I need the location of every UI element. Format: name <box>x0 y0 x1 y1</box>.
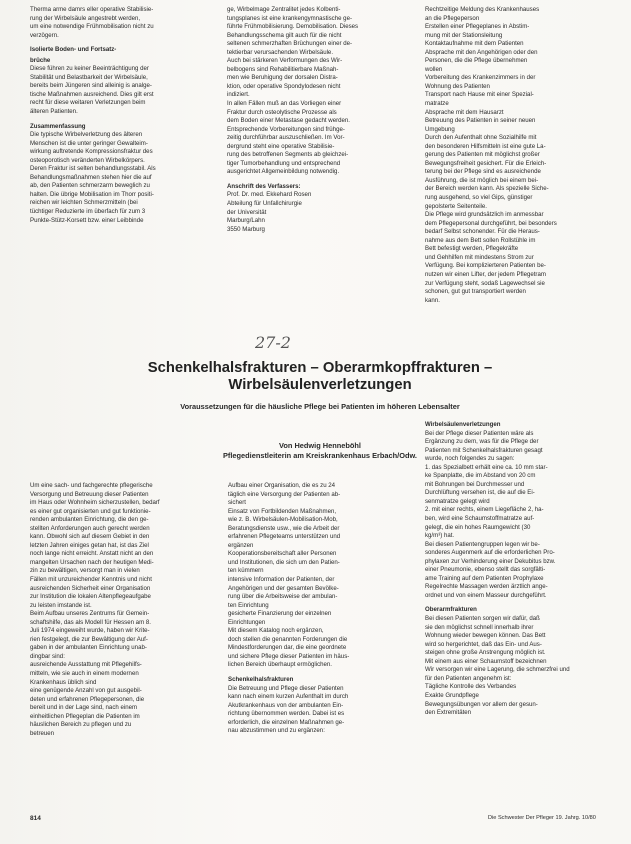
text-line: betreuen <box>30 729 55 737</box>
text-line: ausgerichtet Allgemeinbildung notwendig. <box>227 168 340 176</box>
text-line: gelegt, die ein hohes Raumgewicht (30 <box>425 523 531 531</box>
column-bottom-middle <box>228 482 412 808</box>
text-line: nau abzustimmen und zu ergänzen: <box>228 727 325 735</box>
text-line: dingbar sind: <box>30 652 65 660</box>
text-line: ausreichende Ausstattung mit Pflegehilfs- <box>30 661 142 669</box>
text-line: nutzen wir einen Lifter, der jedem Pflegetram <box>425 270 546 278</box>
text-line: Punkte-Stütz-Korsett bzw. einer Leibbinde <box>30 216 144 224</box>
text-line: letzten Jahren einiges getan hat, ist das Ziel <box>30 541 149 549</box>
text-line: rung ausgehend, so viel Gips, günstiger <box>425 194 533 202</box>
text-line: Wirbelsäulenverletzungen <box>425 421 501 428</box>
text-line: Durchlüftung versehen ist, die auf die Ei- <box>425 489 535 497</box>
text-line: Prof. Dr. med. Ekkehard Rosen <box>227 191 312 199</box>
page-number: 814 <box>30 815 41 822</box>
column-top-middle <box>227 6 410 322</box>
text-line: und sichere Pflege dieser Patienten im häus- <box>228 652 350 660</box>
text-line: noch lange nicht erreicht. Anstatt nicht an den <box>30 550 154 558</box>
text-line: verzögern. <box>30 31 59 39</box>
text-line: Juli 1974 eingeweiht wurde, haben wir Krite- <box>30 627 150 635</box>
text-line: gerung des Patienten mit möglichst großer <box>425 151 540 159</box>
text-line: wie z. B. Wirbelsäulen-Mobilisation-Mob, <box>228 516 338 524</box>
text-line: belbogens sind Rehabilitierbare Maßnah- <box>227 65 339 73</box>
text-line: erforderlich, die einzelnen Maßnahmen ge- <box>228 718 345 726</box>
text-line: Behandlungsmaßnahmen stehen hier die auf <box>30 173 152 181</box>
column-bottom-left <box>30 482 220 808</box>
text-line: 2. mit einer rechts, einem Liegefläche 2, ha- <box>425 506 544 514</box>
text-line: zeitig durchführbar auszuschließen. Im Vor- <box>227 134 345 142</box>
text-line: Entsprechende Vorbereitungen sind frühge- <box>227 125 345 133</box>
text-line: senmatratze gelegt wird <box>425 497 490 505</box>
text-line: gaben in der ambulanten Einrichtung unab- <box>30 644 147 652</box>
text-line <box>228 670 412 673</box>
text-line: ausreichenden Sicherheit einer Organisation <box>30 584 151 592</box>
text-line: zu leisten imstande ist. <box>30 601 92 609</box>
text-line: bereits beim Jüngeren sind alleinig is analge- <box>30 82 152 90</box>
text-line: ge, Wirbelmage Zentralitet jedes Kolbenti- <box>227 6 341 13</box>
text-line: Einrichtungen <box>228 618 266 626</box>
text-line: men wie Beruhigung der dorsalen Distra- <box>227 74 338 82</box>
column-bottom-right <box>425 418 610 810</box>
text-line: ab, den Patienten schmerzarm beweglich zu <box>30 182 150 190</box>
text-line: dem Boden einer Metastase gedacht werden. <box>227 117 350 125</box>
text-line: Marburg/Lahn <box>227 217 265 225</box>
text-line: zur Institution die lokalen Altenpflegeaufgabe <box>30 593 151 601</box>
text-line: Deren Fraktur ist selten behandlungsstabil. Als <box>30 165 156 173</box>
author-name: Von Hedwig Henneböhl <box>279 441 361 450</box>
text-line: Regelrechte Massagen werden ärztlich ange- <box>425 583 548 591</box>
text-line: mit Bohrungen bei Durchmesser und <box>425 480 525 488</box>
text-line: Auch bei stärkeren Verformungen des Wir- <box>227 57 343 65</box>
text-line: Ergänzung zu dem, was für die Pflege der <box>425 438 539 446</box>
text-line: Bewegungsfreiheit gesichert. Für die Erleich- <box>425 159 547 167</box>
text-line: Aufbau einer Organisation, die es zu 24 <box>228 482 336 489</box>
text-line: tüchtiger Reduzierte im überfach für zum 3 <box>30 208 146 216</box>
text-line: Fällen mit unzureichender Kenntnis und nicht <box>30 576 152 584</box>
text-line: tiger Tumorbehandlung und entsprechend <box>227 159 341 167</box>
text-line: Abteilung für Unfallchirurgie <box>227 200 302 208</box>
text-line: Transport nach Hause mit einer Spezial- <box>425 91 534 99</box>
text-line <box>425 600 610 603</box>
text-line: es einer gut organisierten und gut funktionie- <box>30 507 151 515</box>
text-line: und Gehhilfen mit mindestens Strom zur <box>425 253 534 261</box>
text-line: Versorgung und Betreuung dieser Patienten <box>30 490 149 498</box>
text-line: kg/m³) hat. <box>425 532 455 540</box>
text-line: Zusammenfassung <box>30 122 86 130</box>
text-line: eine genügende Anzahl von gut ausgebil- <box>30 687 142 695</box>
text-line: indiziert. <box>227 91 250 99</box>
text-line: reichen wir leichten Schmerzmitteln (bei <box>30 199 138 207</box>
text-line: Akutkrankenhaus von der ambulanten Ein- <box>228 701 344 709</box>
text-line: sonderes Augenmerk auf die erforderlichen Pro- <box>425 549 555 557</box>
text-line: häuslichen Bereich zu pflegen und zu <box>30 721 132 729</box>
text-line: dergrund steht eine operative Stabilisie- <box>227 142 335 150</box>
handwritten-mark: 27-2 <box>255 333 291 352</box>
text-line: Angehörigen und der gesamten Bevölke- <box>228 584 339 592</box>
text-line: rien festgelegt, die zur Bewältigung der Auf- <box>30 635 148 643</box>
text-line: Kooperationsbereitschaft aller Personen <box>228 550 337 558</box>
text-line: der Universität <box>227 208 267 216</box>
article-subtitle: Voraussetzungen für die häusliche Pflege bei Patienten im höheren Lebensalter <box>180 402 460 411</box>
text-line: Rechtzeitige Meldung des Krankenhauses <box>425 6 540 13</box>
text-line: Die Pflege wird grundsätzlich im anmessbar <box>425 211 544 219</box>
text-line: sichert <box>228 499 246 507</box>
text-line: Um eine sach- und fachgerechte pflegerische <box>30 482 153 489</box>
text-line: kann. <box>425 296 440 304</box>
text-line: tungsplanes ist eine krankengymnastische ge- <box>227 14 352 22</box>
text-line: deten und erfahrenen Pflegepersonen, die <box>30 695 145 703</box>
text-line: osteoporotisch veränderten Wirbelkörpers. <box>30 156 145 164</box>
text-line: Einsatz von Fortbildenden Maßnahmen, <box>228 507 337 515</box>
text-line: um eine notwendige Frühmobilisation nicht zu <box>30 23 154 31</box>
text-line: Wohnung des Patienten <box>425 82 490 90</box>
text-line: und Institutionen, die sich um den Patien- <box>228 558 340 566</box>
text-line: Diese führen zu keiner Beeinträchtigung der <box>30 65 149 73</box>
text-line: Bewegungsübungen vor allem der gesun- <box>425 700 538 708</box>
text-line: rung der Wirbelsäule angestrebt werden, <box>30 14 141 22</box>
text-line: Personen, die die Pflege übernehmen <box>425 57 528 65</box>
text-line: Die typische Wirbelverletzung des älteren <box>30 131 143 139</box>
text-line: stellten Anforderungen auch gerecht werden <box>30 524 150 532</box>
text-line: wirkung auftretende Kompressionsfraktur des <box>30 148 153 156</box>
text-line: Exakte Grundpflege <box>425 691 479 699</box>
text-line: Wir versorgen wir eine Lagerung, die schmerzfrei und <box>425 666 570 674</box>
text-line: zin zu bewältigen, versorgt man in vielen <box>30 567 140 575</box>
text-line: halten. Die übrige Mobilisation im Thorr positi- <box>30 190 154 198</box>
text-line: Krankenhaus üblich sind <box>30 678 97 686</box>
text-line: führte Frühmobilisierung. Demobilisation. Dieses <box>227 23 359 31</box>
text-line: mangelten Ursachen nach der heutigen Medi- <box>30 558 154 566</box>
text-line: Mit diesem Katalog noch ergänzen, <box>228 627 324 635</box>
text-line: sie den möglichst schnell innerhalb ihrer <box>425 623 534 631</box>
text-line: der Bereich werden kann. Als spezielle Siche- <box>425 185 549 193</box>
text-line: Mindestforderungen dar, die eine geordnete <box>228 644 347 652</box>
text-line: ben, wird eine Schaumstoffmatratze auf- <box>425 515 535 523</box>
text-line: wollen <box>425 65 443 73</box>
text-line: an die Pflegeperson <box>425 14 480 22</box>
text-line: Betreuung des Patienten in seiner neuen <box>425 117 536 125</box>
text-line: doch stellen die genannten Forderungen die <box>228 635 348 643</box>
text-line: Fraktur durch osteolytische Prozesse als <box>227 108 337 116</box>
text-line: dem Pflegepersonal durchgeführt, bei besonders <box>425 219 557 227</box>
text-line: schaftshilfe, das als Modell für Hessen am 8. <box>30 618 151 626</box>
text-line: Schenkelhalsfrakturen <box>228 676 294 684</box>
text-line: renden ambulanten Einrichtung, die den ge- <box>30 516 149 524</box>
text-line: phylaxen zur Verhinderung einer Dekubitus bzw. <box>425 557 556 565</box>
text-line: tektierbar verursachenden Wirbelsäule. <box>227 48 334 56</box>
text-line: bedarf Selbst schonender. Für die Heraus- <box>425 228 540 236</box>
text-line: tische Maßnahmen ausreichend. Dies gilt erst <box>30 90 154 98</box>
text-line: ten Einrichtung <box>228 601 269 609</box>
text-line: recht für diese weitaren Verletzungen beim <box>30 99 146 107</box>
text-line: rung des betroffenen Segments ab gleichzei- <box>227 151 349 159</box>
text-line: Bett befestigt werden, Pflegekräfte <box>425 245 519 253</box>
article-title: Schenkelhalsfrakturen – Oberarmkopffrakturen – Wirbelsäulenverletzungen <box>147 360 493 393</box>
text-line: Isolierte Boden- und Fortsatz- <box>30 46 117 54</box>
text-line: wird so hergerichtet, daß das Ein- und Aus- <box>425 640 542 648</box>
author-role: Pflegedienstleiterin am Kreiskrankenhaus Erbach/Odw. <box>222 450 417 460</box>
text-line: In allen Fällen muß an das Vorliegen einer <box>227 100 342 108</box>
text-line: gepolsterte Seitenteile. <box>425 202 487 210</box>
text-line: Bei diesen Patienten sorgen wir dafür, daß <box>425 615 540 623</box>
text-line: intensive Information der Patienten, der <box>228 576 335 584</box>
text-line: Stabilität und Belastbarkeit der Wirbelsäule, <box>30 73 148 81</box>
text-line: kann nach einem kurzen Aufenthalt im durch <box>228 693 349 701</box>
text-line: Beratungsdienste usw., wie die Arbeit der <box>228 524 340 532</box>
text-line: zur Verfügung steht, sodaß Lagewechsel sie <box>425 279 545 287</box>
text-line: brüche <box>30 56 51 64</box>
text-line: wurde, noch folgendes zu sagen: <box>425 455 515 463</box>
text-line: Absprache mit dem Hausarzt <box>425 108 504 116</box>
text-line: den Extremitäten <box>425 709 472 717</box>
text-line: lichen Bereich überhaupt ermöglichen. <box>228 661 332 669</box>
text-line: mung mit der Stationsleitung <box>425 31 503 39</box>
text-line: terung bei der Pflege sind es ausreichende <box>425 168 541 176</box>
text-line: Menschen ist die unter geringer Gewalteim- <box>30 139 148 147</box>
text-line: matratze <box>425 100 449 108</box>
text-line <box>30 40 198 43</box>
text-line: Anschrift des Verfassers: <box>227 182 301 190</box>
text-line: Bei der Pflege dieser Patienten wäre als <box>425 429 534 437</box>
text-line: Therma arme damrs eller operative Stabilisie- <box>30 6 154 13</box>
text-line: Absprache mit den Angehörigen oder den <box>425 48 538 56</box>
text-line: den besonderen Hilfsmitteln ist eine gute La- <box>425 142 546 150</box>
text-line: Ausführung, die ist möglich bei einem bei- <box>425 176 539 184</box>
text-line: 3550 Marburg <box>227 225 265 233</box>
text-line: Mit einem aus einer Schaumstoff bezeichnen <box>425 657 547 665</box>
text-line: Die Betreuung und Pflege dieser Patienten <box>228 684 344 692</box>
text-line: ke Spanplatte, die im Abstand von 20 cm <box>425 472 536 480</box>
text-line: für den Patienten angenehm ist: <box>425 674 512 682</box>
text-line <box>227 177 410 180</box>
text-line: Verfügung. Bei komplizierteren Patienten be- <box>425 262 546 270</box>
text-line: Patienten mit Schenkelhalsfrakturen gesagt <box>425 446 543 454</box>
text-line: Vorbereitung des Krankenzimmers in der <box>425 74 536 82</box>
text-line: ktion, oder operative Spondylodesen nicht <box>227 82 341 90</box>
footer-journal: Die Schwester Der Pfleger 19. Jahrg. 10/80 <box>488 815 596 821</box>
text-line: richtung übernommen werden. Dabei ist es <box>228 710 345 718</box>
text-line: nahme aus dem Bett sollen Rollstühle im <box>425 236 536 244</box>
text-line: im Haus oder Wohnheim sicherzustellen, bedarf <box>30 499 160 507</box>
text-line: kann. Obwohl sich auf diesem Gebiet in den <box>30 533 150 541</box>
text-line: ten kümmern <box>228 567 264 575</box>
text-line: ergänzen <box>228 541 254 549</box>
text-line: Durch den Aufenthalt ohne Sozialhilfe mit <box>425 134 537 142</box>
text-line: Tägliche Kontrolle des Verbandes <box>425 683 517 691</box>
text-line: Oberarmfrakturen <box>425 606 477 614</box>
text-line: Wohnung wieder bewegen können. Das Bett <box>425 632 546 640</box>
text-line: ordnet und von einem Masseur durchgeführt. <box>425 591 547 599</box>
text-line: täglich eine Versorgung der Patienten ab- <box>228 490 341 498</box>
text-line: schonen, gut gut transportiert werden <box>425 288 526 296</box>
text-line: erfahrenen Pflegeteams unterstützen und <box>228 533 341 541</box>
text-line: älteren Patienten. <box>30 108 78 116</box>
text-line: Kontaktaufnahme mit dem Patienten <box>425 40 524 48</box>
text-line: Erstellen einer Pflegeplanes in Abstim- <box>425 23 530 31</box>
text-line: gesicherte Finanzierung der einzelnen <box>228 610 332 618</box>
text-line: einheitlichen Pflegeplan die Patienten im <box>30 712 140 720</box>
text-line: steigen ohne große Anstrengung möglich ist. <box>425 649 546 657</box>
text-line <box>30 117 198 120</box>
column-top-left <box>30 6 198 322</box>
column-top-right <box>425 6 608 404</box>
text-line: Bei diesen Patientengruppen legen wir be- <box>425 540 540 548</box>
text-line: 1. das Spezialbett erhält eine ca. 10 mm star- <box>425 463 548 471</box>
text-line: bereit und in der Lage sind, nach einem <box>30 704 138 712</box>
text-line: Behandlungsschema gilt auch für die nicht <box>227 31 342 39</box>
text-line: seltenen schmerzhaften Brüchungen einer de- <box>227 40 352 48</box>
text-line: rung über die Arbeitsweise der ambulan- <box>228 593 338 601</box>
text-line: ame Training auf dem Patienten Prophylaxe <box>425 574 544 582</box>
text-line: mitteln, wie sie auch in einem modernen <box>30 670 139 678</box>
text-line: Beim Aufbau unseres Zentrums für Gemein- <box>30 610 150 618</box>
text-line: einer Pneumonie, ebenso stellt das sorgfälti- <box>425 566 546 574</box>
text-line: Umgebung <box>425 125 455 133</box>
